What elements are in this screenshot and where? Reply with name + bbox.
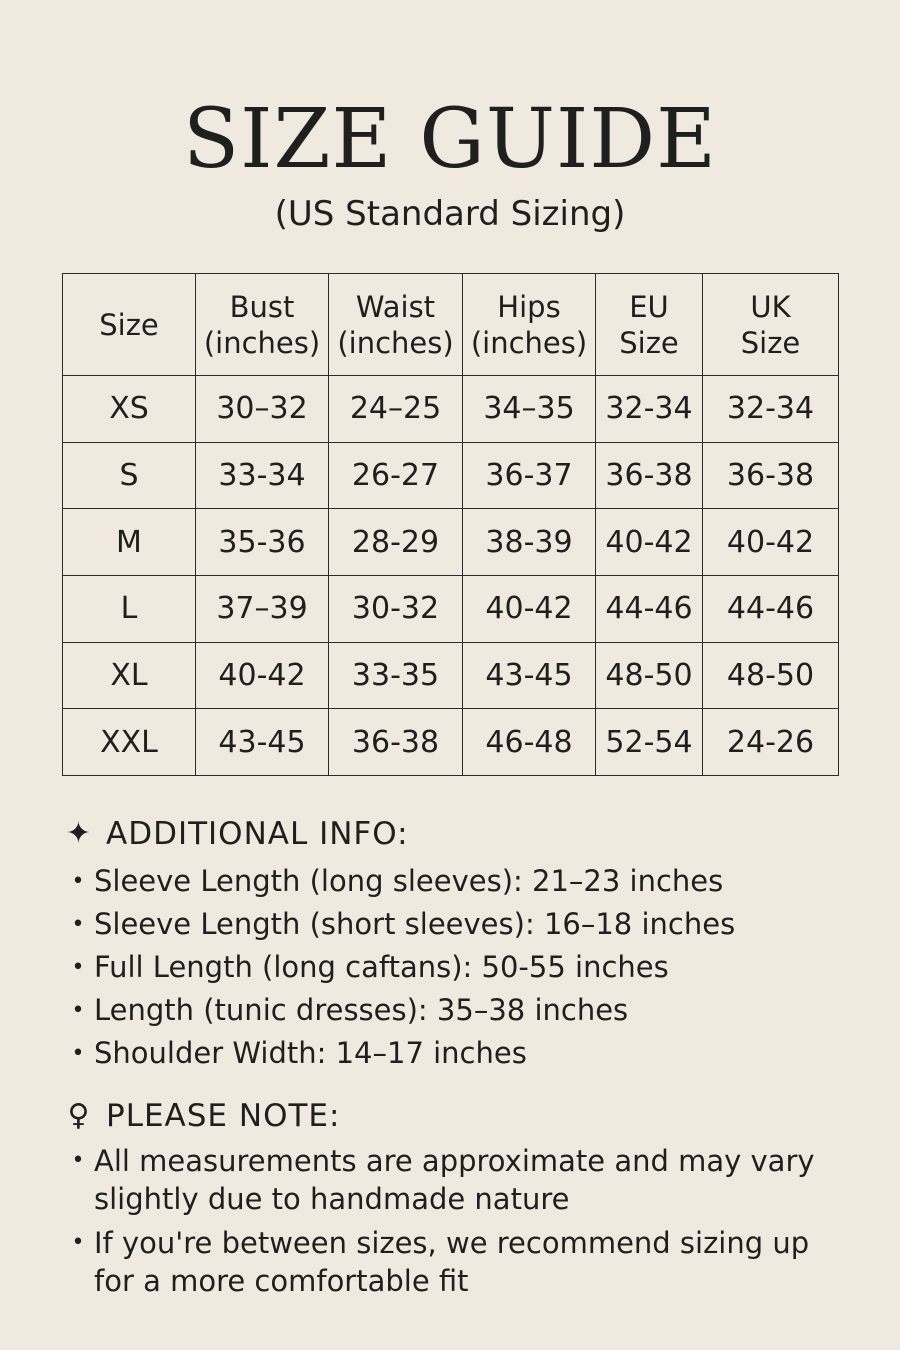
header-uk-line1: UK (750, 289, 791, 324)
please-note-item-text (94, 1224, 809, 1300)
uk-size-cell: 40-42 (703, 509, 839, 576)
please-note-heading-row (62, 1096, 852, 1136)
waist-cell: 24–25 (329, 376, 463, 443)
list-item (62, 946, 852, 989)
sparkle-icon: ✦ (65, 816, 93, 851)
header-hips-line1: Hips (497, 289, 561, 324)
header-cell-uk-size (703, 274, 839, 376)
table-row (63, 709, 839, 776)
waist-cell: 28-29 (329, 509, 463, 576)
header-bust-line2: (inches) (203, 325, 321, 360)
table-header-row (63, 274, 839, 376)
bust-cell: 37–39 (196, 575, 329, 642)
please-note-item-text (94, 1142, 815, 1218)
bust-cell: 30–32 (196, 376, 329, 443)
table-row (63, 575, 839, 642)
table-row (63, 509, 839, 576)
list-item (62, 860, 852, 903)
additional-info-section (62, 814, 852, 1075)
eu-size-cell: 48-50 (596, 642, 703, 709)
size-cell: XL (63, 642, 196, 709)
bust-cell: 33-34 (196, 442, 329, 509)
eu-size-cell: 52-54 (596, 709, 703, 776)
bust-cell: 35-36 (196, 509, 329, 576)
eu-size-cell: 44-46 (596, 575, 703, 642)
waist-cell: 33-35 (329, 642, 463, 709)
female-symbol-icon: ♀ (67, 1098, 91, 1133)
header-uk-line2: Size (740, 325, 801, 360)
header-waist-line1: Waist (355, 289, 436, 324)
eu-size-cell: 36-38 (596, 442, 703, 509)
size-cell: S (63, 442, 196, 509)
bust-cell: 43-45 (196, 709, 329, 776)
hips-cell: 38-39 (463, 509, 596, 576)
eu-size-cell: 32-34 (596, 376, 703, 443)
bullet-icon: • (71, 1230, 85, 1255)
size-cell: XXL (63, 709, 196, 776)
please-note-section (62, 1096, 852, 1306)
header-waist-line2: (inches) (337, 325, 454, 360)
list-item (62, 903, 852, 946)
bullet-icon: • (71, 1148, 85, 1173)
additional-info-item-text: Shoulder Width: 14–17 inches (94, 1036, 527, 1070)
please-note-line: slightly due to handmade nature (94, 1182, 570, 1216)
please-note-heading: PLEASE NOTE: (106, 1098, 341, 1134)
uk-size-cell: 48-50 (703, 642, 839, 709)
uk-size-cell: 44-46 (703, 575, 839, 642)
list-item (62, 1032, 852, 1075)
additional-info-heading-row (62, 814, 852, 854)
uk-size-cell: 32-34 (703, 376, 839, 443)
additional-info-item-text: Sleeve Length (short sleeves): 16–18 inches (94, 907, 736, 941)
header-hips-line2: (inches) (470, 325, 588, 360)
waist-cell: 26-27 (329, 442, 463, 509)
header-bust-line1: Bust (229, 289, 295, 324)
bullet-icon: • (71, 1041, 85, 1066)
size-cell: M (63, 509, 196, 576)
header-cell-hips (463, 274, 596, 376)
additional-info-item-text: Sleeve Length (long sleeves): 21–23 inches (94, 864, 724, 898)
size-table (62, 273, 839, 776)
uk-size-cell: 24-26 (703, 709, 839, 776)
bust-cell: 40-42 (196, 642, 329, 709)
additional-info-heading: ADDITIONAL INFO: (106, 816, 409, 852)
bullet-icon: • (71, 955, 85, 980)
hips-cell: 36-37 (463, 442, 596, 509)
eu-size-cell: 40-42 (596, 509, 703, 576)
table-row (63, 642, 839, 709)
header-eu-line1: EU (629, 289, 669, 324)
please-note-line: If you're between sizes, we recommend sizing up (94, 1226, 810, 1260)
size-cell: XS (63, 376, 196, 443)
waist-cell: 30-32 (329, 575, 463, 642)
page-title: SIZE GUIDE (182, 92, 718, 187)
hips-cell: 43-45 (463, 642, 596, 709)
additional-info-item-text: Length (tunic dresses): 35–38 inches (94, 993, 629, 1027)
size-cell: L (63, 575, 196, 642)
table-row (63, 442, 839, 509)
table-row (63, 376, 839, 443)
additional-info-list (62, 860, 852, 1075)
header-cell-eu-size (596, 274, 703, 376)
hips-cell: 40-42 (463, 575, 596, 642)
header-cell-bust (196, 274, 329, 376)
bullet-icon: • (71, 869, 85, 894)
please-note-list (62, 1142, 852, 1300)
bullet-icon: • (71, 998, 85, 1023)
list-item (62, 1224, 852, 1300)
bullet-icon: • (71, 912, 85, 937)
hips-cell: 46-48 (463, 709, 596, 776)
header-size-line1: Size (99, 307, 159, 342)
list-item (62, 989, 852, 1032)
uk-size-cell: 36-38 (703, 442, 839, 509)
list-item (62, 1142, 852, 1218)
page-subtitle: (US Standard Sizing) (274, 194, 626, 234)
size-table-container (62, 273, 838, 776)
header-eu-line2: Size (619, 325, 679, 360)
waist-cell: 36-38 (329, 709, 463, 776)
additional-info-item-text: Full Length (long caftans): 50-55 inches (94, 950, 669, 984)
please-note-line: for a more comfortable fit (94, 1264, 469, 1298)
header-cell-size (63, 274, 196, 376)
header-cell-waist (329, 274, 463, 376)
please-note-line: All measurements are approximate and may vary (94, 1144, 815, 1178)
hips-cell: 34–35 (463, 376, 596, 443)
